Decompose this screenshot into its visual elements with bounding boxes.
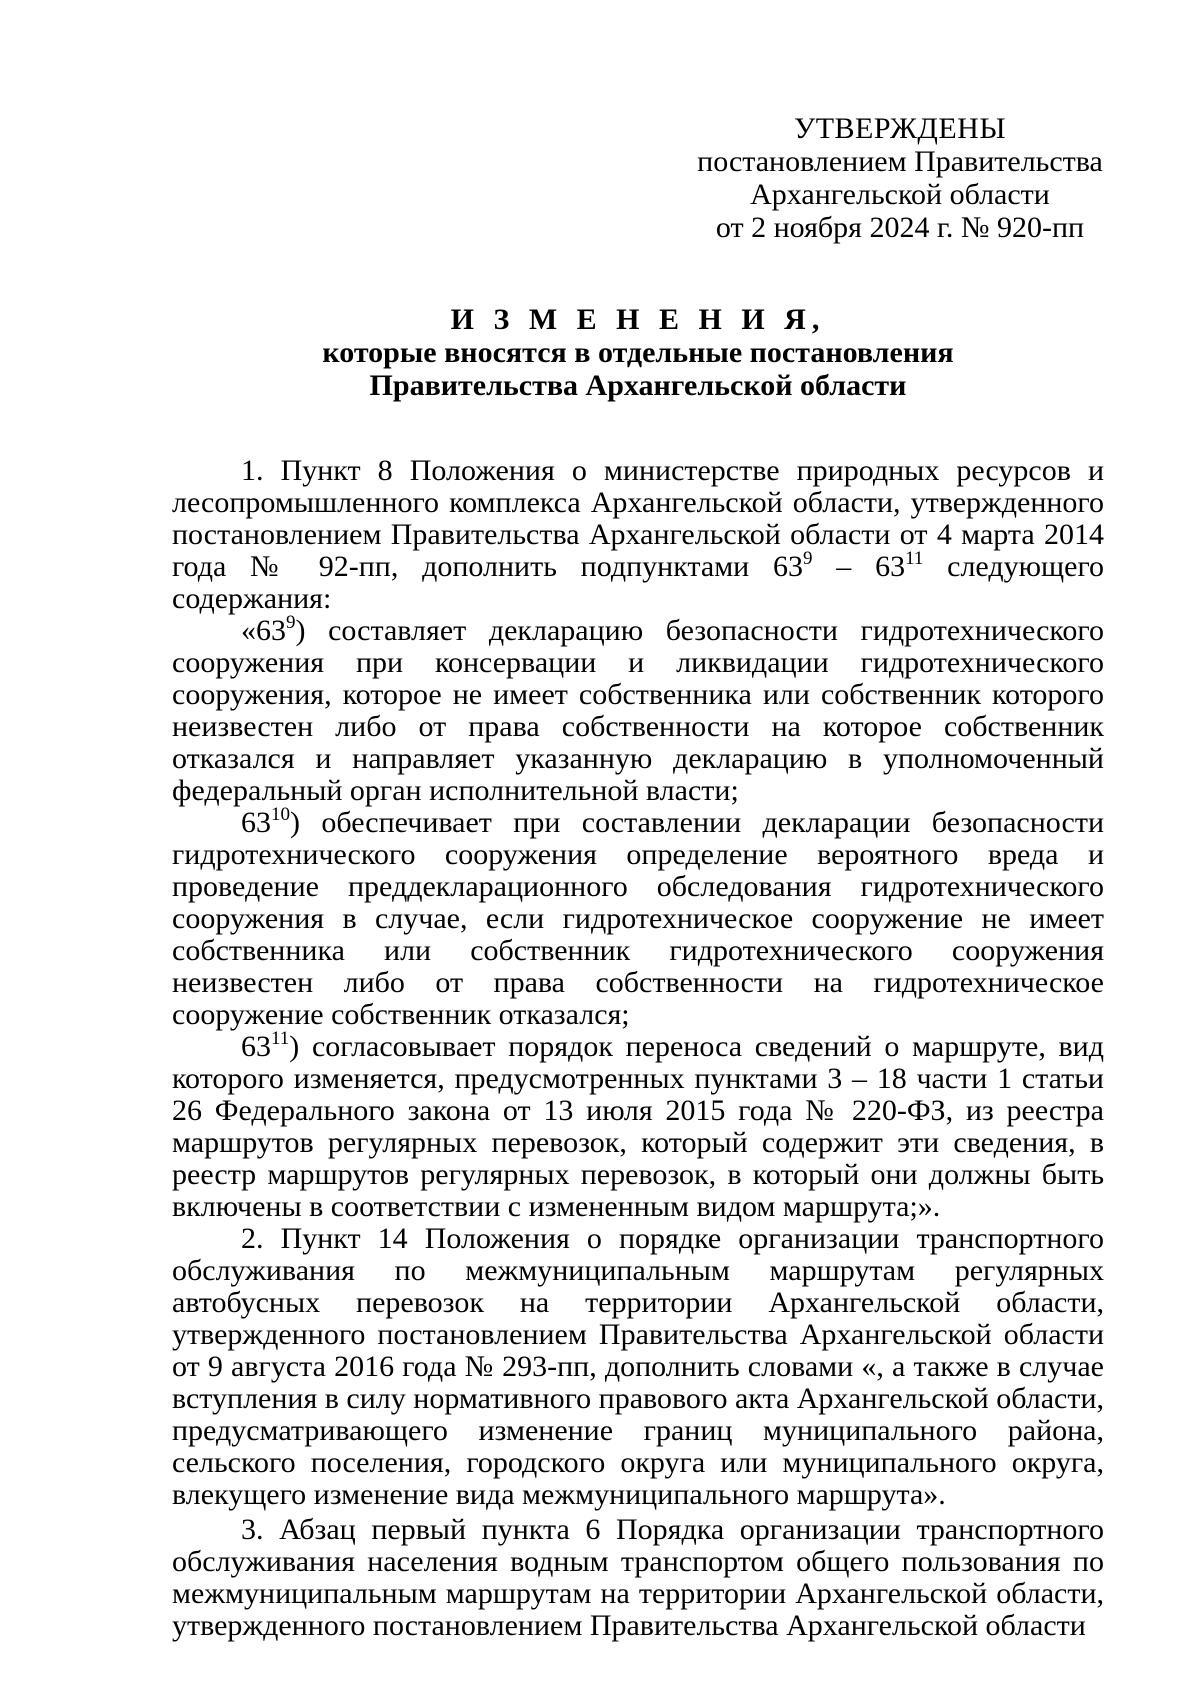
paragraph-text: 3. Абзац первый пункта 6 Порядка организации транспортного обслуживания населения водным транспортом общего пользования по межмуниципальным маршрутам на территории Архангельской области, утвержденного постановлением Правительства Архангельской области	[172, 1513, 1104, 1642]
superscript: 11	[905, 548, 924, 569]
document-subtitle-line-1: которые вносятся в отдельные постановления	[322, 336, 954, 369]
approval-title: УТВЕРЖДЕНЫ	[793, 112, 1007, 145]
paragraph-text: – 63	[812, 550, 906, 583]
approval-line-date: от 2 ноября 2024 г. № 920-пп	[715, 211, 1085, 244]
superscript: 9	[803, 548, 813, 569]
paragraph-text: ) составляет декларацию безопасности гидротехнического сооружения при консервации и ликвидации гидротехнического сооружения, которое не имеет собственника или собственник которого неизвестен либо от права собственности на которое собственник отказался и направляет указанную декларацию в уполномоченный федеральный орган исполнительной власти;	[172, 614, 1104, 807]
paragraph-item-1	[172, 455, 1104, 615]
paragraph-text: 63	[241, 806, 271, 839]
paragraph-subitem-63-9	[172, 612, 1104, 807]
approval-line-region: Архангельской области	[750, 178, 1050, 211]
document-body	[172, 455, 1104, 1642]
document-title: И З М Е Н Е Н И Я,	[450, 303, 826, 336]
paragraph-text: «63	[241, 614, 286, 647]
superscript: 9	[286, 612, 296, 633]
paragraph-subitem-63-11	[172, 1028, 1104, 1223]
paragraph-text: 2. Пункт 14 Положения о порядке организации транспортного обслуживания по межмуниципальным маршрутам регулярных автобусных перевозок на территории Архангельской области, утвержденного постановлением Правительства Архангельской области от 9 августа 2016 года № 293-пп, дополнить словами «, а также в случае вступления в силу нормативного правового акта Архангельской области, предусматривающего изменение границ муниципального района, сельского поселения, городского округа или муниципального округа, влекущего изменение вида межмуниципального маршрута».	[172, 1222, 1104, 1511]
superscript: 10	[271, 804, 290, 825]
paragraph-text: ) согласовывает порядок переноса сведений о маршруте, вид которого изменяется, предусмотренных пунктами 3 – 18 части 1 статьи 26 Федерального закона от 13 июля 2015 года № 220-ФЗ, из реестра маршрутов регулярных перевозок, который содержит эти сведения, в реестр маршрутов регулярных перевозок, в который они должны быть включены в соответствии с измененным видом маршрута;».	[172, 1030, 1104, 1223]
document-subtitle-line-2: Правительства Архангельской области	[369, 369, 907, 402]
paragraph-text: следующего содержания:	[172, 550, 1105, 615]
approval-stamp	[690, 112, 1110, 244]
paragraph-item-3	[172, 1514, 1104, 1642]
paragraph-text: ) обеспечивает при составлении декларации безопасности гидротехнического сооружения определение вероятного вреда и проведение преддекларационного обследования гидротехнического сооружения в случае, если гидротехническое сооружение не имеет собственника или собственник гидротехнического сооружения неизвестен либо от права собственности на гидротехническое сооружение собственник отказался;	[172, 806, 1104, 1031]
approval-line-resolution: постановлением Правительства	[697, 145, 1103, 178]
paragraph-item-2	[172, 1223, 1104, 1511]
paragraph-text: 63	[241, 1030, 271, 1063]
paragraph-subitem-63-10	[172, 804, 1104, 1031]
document-heading	[172, 303, 1104, 402]
superscript: 11	[271, 1028, 290, 1049]
paragraph-text: 1. Пункт 8 Положения о министерстве природных ресурсов и лесопромышленного комплекса Архангельской области, утвержденного постановлением Правительства Архангельской области от 4 марта 2014 года № 92-пп, дополнить подпунктами 63	[172, 454, 1104, 583]
